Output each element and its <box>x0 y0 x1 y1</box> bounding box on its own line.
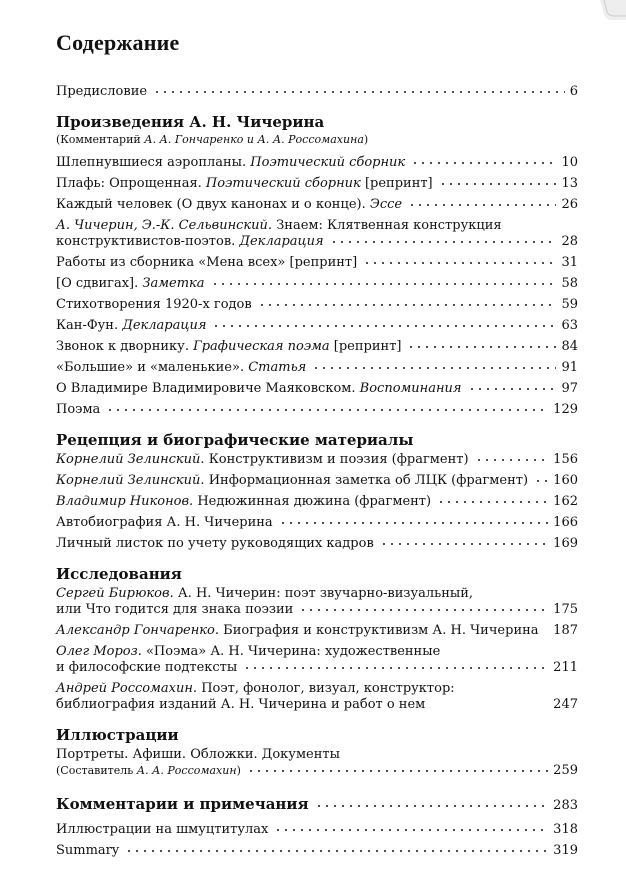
toc-entry[interactable] <box>56 536 578 552</box>
toc-entry[interactable] <box>56 276 578 292</box>
leader-dots <box>211 282 557 286</box>
page-number: 63 <box>561 318 578 333</box>
entry-title: Работы из сборника «Мена всех» [репринт] <box>56 255 358 270</box>
page-number: 59 <box>561 297 578 312</box>
entry-title: Стихотворения 1920-х годов <box>56 297 252 312</box>
page-number: 166 <box>553 515 578 530</box>
toc-entry-line1[interactable]: Андрей Россомахин. Поэт, фонолог, визуал, конструктор: <box>56 681 455 696</box>
leader-dots <box>411 161 556 165</box>
entry-title: Автобиография А. Н. Чичерина <box>56 515 273 530</box>
page-number: 26 <box>561 197 578 212</box>
leader-dots <box>475 458 549 462</box>
page-number: 10 <box>561 155 578 170</box>
leader-dots <box>437 500 548 504</box>
leader-dots <box>247 769 548 773</box>
leader-dots <box>212 324 556 328</box>
toc-entry[interactable] <box>56 697 578 713</box>
toc-entry-comments[interactable] <box>56 795 578 815</box>
entry-title: конструктивистов-поэтов. Декларация <box>56 234 324 249</box>
leader-dots <box>468 387 557 391</box>
entry-title: «Большие» и «маленькие». Статья <box>56 360 307 375</box>
leader-dots <box>258 303 557 307</box>
toc-entry[interactable] <box>56 297 578 313</box>
page-number: 187 <box>553 623 578 638</box>
page-number: 84 <box>561 339 578 354</box>
toc-entry[interactable] <box>56 660 578 676</box>
toc-entry[interactable] <box>56 843 578 859</box>
page-number: 319 <box>553 843 578 858</box>
toc-entry[interactable] <box>56 234 578 250</box>
leader-dots <box>315 804 549 808</box>
toc-entry-line1[interactable]: Портреты. Афиши. Обложки. Документы <box>56 747 340 762</box>
toc-entry-line1[interactable]: Олег Мороз. «Поэма» А. Н. Чичерина: художественные <box>56 644 441 659</box>
toc-entry[interactable] <box>56 155 578 171</box>
page-number: 31 <box>561 255 578 270</box>
toc-entry[interactable] <box>56 318 578 334</box>
toc-entry[interactable] <box>56 176 578 192</box>
toc-entry[interactable] <box>56 515 578 531</box>
leader-dots <box>312 366 556 370</box>
page-number: 97 <box>561 381 578 396</box>
toc-entry-line1[interactable]: А. Чичерин, Э.-К. Сельвинский. Знаем: Клятвенная конструкция <box>56 218 502 233</box>
entry-title: О Владимире Владимировиче Маяковском. Воспоминания <box>56 381 462 396</box>
entry-title: (Составитель А. А. Россомахин) <box>56 764 241 777</box>
section-heading-illustrations: Иллюстрации <box>56 726 179 744</box>
page-number: 318 <box>553 822 578 837</box>
page-number: 175 <box>553 602 578 617</box>
leader-dots <box>153 90 565 94</box>
leader-dots <box>407 345 556 349</box>
page-title: Содержание <box>56 30 180 55</box>
section-heading-reception: Рецепция и биографические материалы <box>56 431 414 449</box>
entry-title: [О сдвигах]. Заметка <box>56 276 205 291</box>
entry-title: Предисловие <box>56 84 148 99</box>
toc-entry[interactable] <box>56 402 578 418</box>
page-number: 58 <box>561 276 578 291</box>
toc-entry[interactable] <box>56 763 578 779</box>
page-number: 162 <box>553 494 578 509</box>
section-heading-research: Исследования <box>56 565 182 583</box>
entry-title: и философские подтексты <box>56 660 238 675</box>
page-number: 156 <box>553 452 578 467</box>
page-number: 91 <box>561 360 578 375</box>
leader-dots <box>243 666 548 670</box>
leader-dots <box>408 203 556 207</box>
page-number: 169 <box>553 536 578 551</box>
toc-entry[interactable] <box>56 339 578 355</box>
page-number: 247 <box>553 697 578 712</box>
leader-dots <box>380 542 548 546</box>
entry-title: Владимир Никонов. Недюжинная дюжина (фрагмент) <box>56 494 432 509</box>
entry-title: Поэма <box>56 402 101 417</box>
toc-entry[interactable] <box>56 473 578 489</box>
toc-entry[interactable] <box>56 623 578 639</box>
leader-dots <box>106 408 548 412</box>
section-heading-works: Произведения А. Н. Чичерина <box>56 113 325 131</box>
page-number: 13 <box>561 176 578 191</box>
entry-title: Summary <box>56 843 120 858</box>
leader-dots <box>274 828 548 832</box>
leader-dots <box>545 629 549 633</box>
page-number: 160 <box>553 473 578 488</box>
toc-entry[interactable] <box>56 255 578 271</box>
page-number: 6 <box>569 84 578 99</box>
leader-dots <box>299 608 548 612</box>
page-number: 211 <box>553 660 578 675</box>
leader-dots <box>125 849 548 853</box>
leader-dots <box>439 182 557 186</box>
entry-title: Шлепнувшиеся аэропланы. Поэтический сборник <box>56 155 406 170</box>
page-number: 28 <box>561 234 578 249</box>
entry-title: Кан-Фун. Декларация <box>56 318 207 333</box>
toc-entry[interactable] <box>56 822 578 838</box>
section-note-works: (Комментарий А. А. Гончаренко и А. А. Россомахина) <box>56 133 369 146</box>
entry-title: Личный листок по учету руководящих кадров <box>56 536 374 551</box>
entry-title: библиография изданий А. Н. Чичерина и работ о нем <box>56 697 426 712</box>
page-number: 129 <box>553 402 578 417</box>
toc-entry-line1[interactable]: Сергей Бирюков. А. Н. Чичерин: поэт звучарно-визуальный, <box>56 586 474 601</box>
leader-dots <box>534 479 548 483</box>
toc-entry[interactable] <box>56 381 578 397</box>
entry-title: Александр Гончаренко. Биография и конструктивизм А. Н. Чичерина <box>56 623 539 638</box>
toc-entry[interactable] <box>56 494 578 510</box>
entry-title: Каждый человек (О двух канонах и о конце). Эссе <box>56 197 403 212</box>
entry-title: Звонок к дворнику. Графическая поэма [репринт] <box>56 339 402 354</box>
toc-entry-preface[interactable] <box>56 84 578 100</box>
entry-title: Плафь: Опрощенная. Поэтический сборник [репринт] <box>56 176 433 191</box>
entry-title: или Что годится для знака поэзии <box>56 602 294 617</box>
leader-dots <box>363 261 556 265</box>
page-number: 283 <box>553 798 578 813</box>
leader-dots <box>279 521 549 525</box>
page-corner-mark <box>592 0 626 22</box>
entry-title: Корнелий Зелинский. Информационная заметка об ЛЦК (фрагмент) <box>56 473 529 488</box>
entry-title: Иллюстрации на шмуцтитулах <box>56 822 269 837</box>
entry-title: Корнелий Зелинский. Конструктивизм и поэзия (фрагмент) <box>56 452 469 467</box>
toc-entry[interactable] <box>56 197 578 213</box>
toc-entry[interactable] <box>56 452 578 468</box>
entry-title: Комментарии и примечания <box>56 795 309 813</box>
leader-dots <box>330 240 557 244</box>
toc-entry[interactable] <box>56 602 578 618</box>
toc-entry[interactable] <box>56 360 578 376</box>
page-number: 259 <box>553 763 578 778</box>
